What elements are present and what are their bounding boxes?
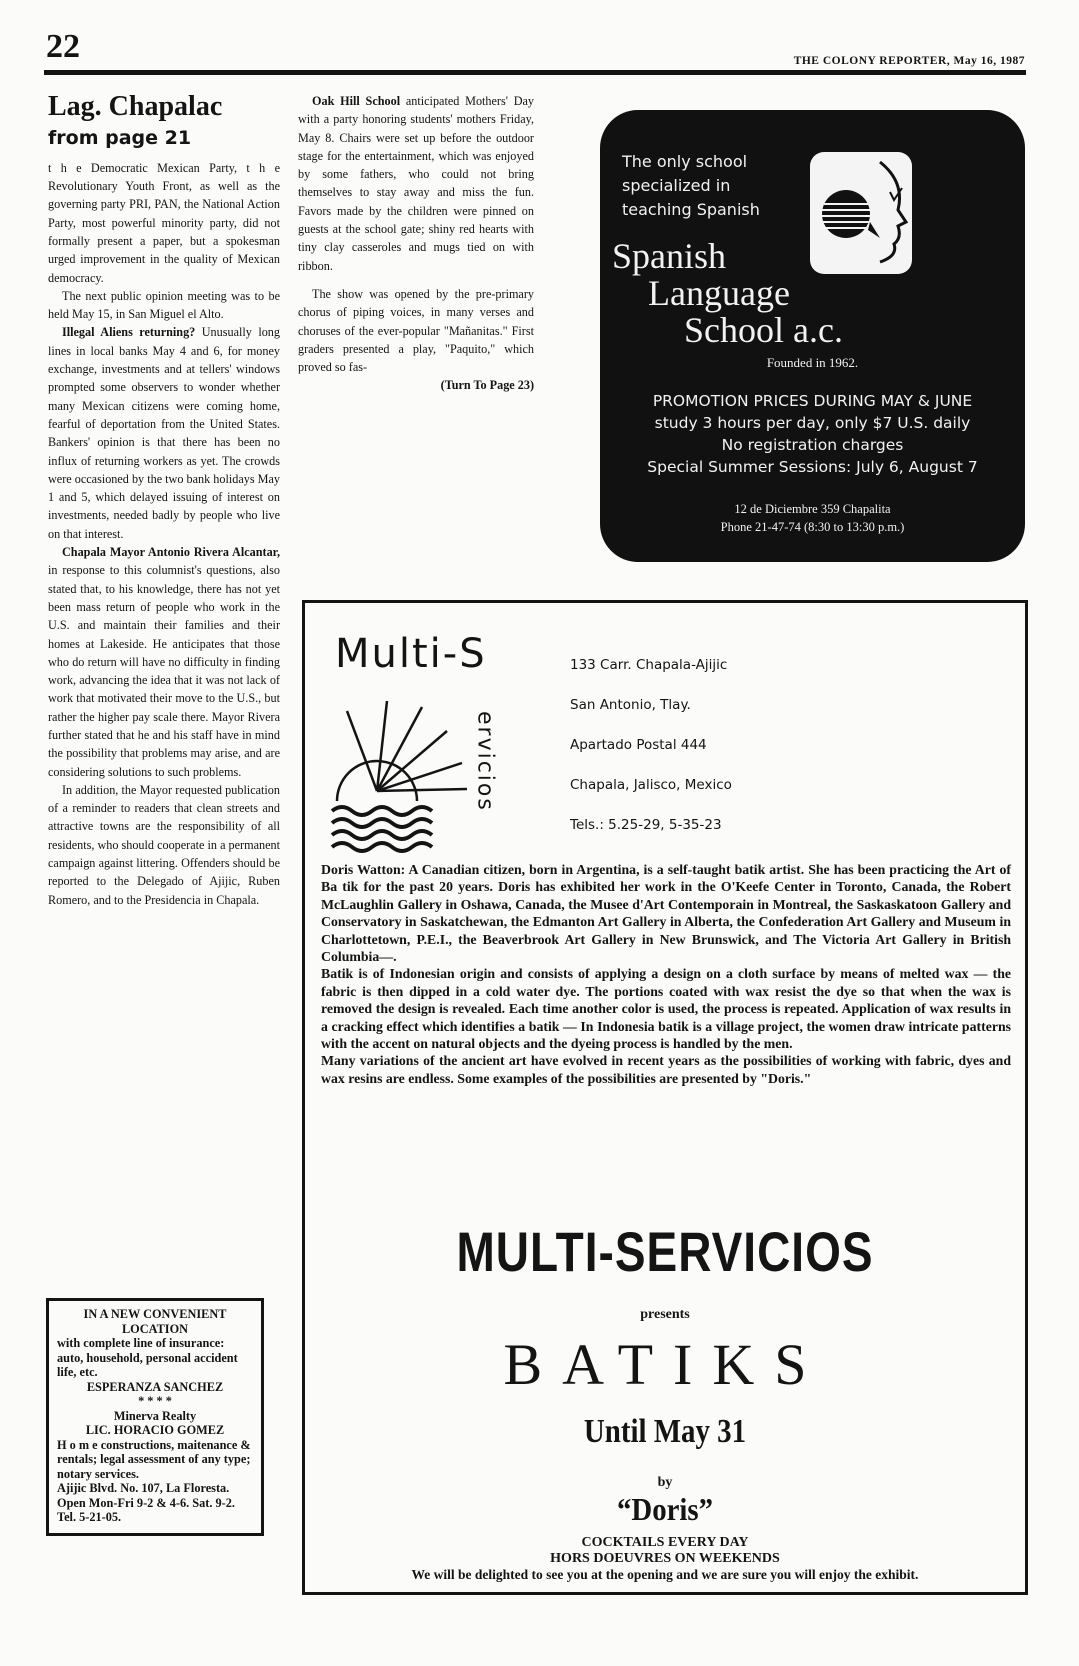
header-rule	[44, 70, 1026, 75]
variations-paragraph: Many variations of the ancient art have evolved in recent years as the possibilities of working with fabric, dyes and wax resins are endless. Some examples of the possibilities are presented by "Doris."	[321, 1053, 1011, 1086]
article-body-2	[298, 92, 534, 395]
ms-batiks: BATIKS	[503, 1332, 827, 1397]
article-subhead: from page 21	[48, 126, 192, 149]
paragraph: In addition, the Mayor requested publication of a reminder to readers that clean streets and attractive towns are the responsibility of all residents, who should cooperate in a permanent campaign against littering. Offenders should be reported to the Delegado of Ajijic, Ruben Romero, and to the Presidencia in Chapala.	[48, 782, 280, 907]
ad-stars: * * * *	[138, 1394, 172, 1408]
paragraph-lead: Chapala Mayor Antonio Rivera Alcantar,	[62, 545, 280, 560]
tagline-line: specialized in	[622, 176, 731, 195]
masthead: THE COLONY REPORTER, May 16, 1987	[793, 55, 1025, 67]
promo-line: No registration charges	[721, 436, 904, 454]
school-name	[612, 238, 843, 349]
ms-presents: presents	[640, 1307, 690, 1322]
closing-line: We will be delighted to see you at the opening and we are sure you will enjoy the exhibit.	[411, 1567, 919, 1582]
sun-rays-icon	[337, 701, 467, 801]
turn-to-page: (Turn To Page 23)	[440, 378, 534, 393]
ad-address: Ajijic Blvd. No. 107, La Floresta. Open Mon-Fri 9-2 & 4-6. Sat. 9-2. Tel. 5-21-05.	[57, 1481, 235, 1524]
batik-paragraph: Batik is of Indonesian origin and consists of applying a design on a cloth surface by means of melted wax — the fabric is then dipped in a cold water dye. The portions coated with wax resist the dye so that when the wax is removed the design is revealed. Each time another color is used, the process is repeated. Application of wax results in a cracking effect which identifies a batik — In Indonesia batik is a village project, the women draw intricate patterns with the accent on natural objects and the dyeing process is handled by the men.	[321, 966, 1011, 1052]
tagline-line: teaching Spanish	[622, 200, 760, 219]
multi-servicios-ad	[302, 600, 1028, 1595]
paragraph	[48, 323, 280, 543]
promo-line: Special Summer Sessions: July 6, August 7	[647, 458, 978, 476]
article-headline: Lag. Chapalac	[48, 91, 223, 122]
ms-footer	[305, 1535, 1025, 1583]
promo-line: PROMOTION PRICES DURING MAY & JUNE	[652, 392, 973, 410]
logo-text: Multi-S	[335, 631, 487, 677]
paragraph-text: anticipated Mothers' Day with a party honoring students' mothers Friday, May 8. Chairs were set up before the outdoor stage for the entertainment, which was enjoyed by some fathers, who could not bring themselves to stay away and miss the fun. Favors made by the children were pinned on guests at the school gate; shiny red hearts with tiny clay casseroles and mugs tied on with ribbon.	[298, 94, 535, 273]
school-tagline	[622, 150, 760, 222]
bio-paragraph: Doris Watton: A Canadian citizen, born in Argentina, is a self-taught batik artist. She has been practicing the Art of Ba tik for the past 20 years. Doris has exhibited her work in the O'Keefe Center in Toronto, Canada, the Robert McLaughlin Gallery in Oshawa, Canada, the Musee d'Art Contemporain in Montreal, the Saskaskatoon Gallery and Conservatory in Saskatchewan, the Edmanton Art Gallery in Alberta, the Confederation Art Gallery and Museum in Charlottetown, P.E.I., the Beaverbrook Art Gallery in New Brunswick, and The Victoria Art Gallery in British Columbia—.	[321, 862, 1011, 965]
insurance-ad	[46, 1298, 264, 1536]
school-street: 12 de Diciembre 359 Chapalita	[734, 502, 891, 516]
paragraph: The next public opinion meeting was to be held May 15, in San Miguel el Alto.	[48, 288, 280, 322]
paragraph-text: in response to this columnist's questions, also stated that, to his knowledge, there has not yet been mass return of people who work in the U.S. and maintain their families and their homes at Lakeside. He anticipates that those who do return will have no difficulty in finding work, advancing the idea that it was not lack of work that motivated their move to the U.S., but rather the higher pay scale there. Mayor Rivera further stated that he and his staff have in mind the possibility that problems may arise, and are considering solutions to such problems.	[48, 563, 280, 779]
school-founded: Founded in 1962.	[766, 355, 859, 370]
ms-address	[570, 645, 732, 845]
school-promo	[600, 390, 1025, 478]
ad-line: with complete line of insurance: auto, household, personal accident life, etc.	[57, 1336, 238, 1379]
multi-servicios-logo	[327, 621, 527, 861]
tagline-line: The only school	[622, 152, 748, 171]
paragraph: t h e Democratic Mexican Party, t h e Revolutionary Youth Front, as well as the governing party PRI, PAN, the National Action Party, most powerful minority party, did not formally present a paper, but a spokesman urged improvement in the quality of Mexican democracy.	[48, 160, 280, 285]
school-name-line: Language	[648, 273, 790, 313]
school-name-line: School a.c.	[684, 310, 843, 350]
address-line: San Antonio, Tlay.	[570, 697, 691, 713]
address-line: Tels.: 5.25-29, 5-35-23	[570, 817, 722, 833]
ms-bio	[321, 861, 1011, 1087]
paragraph: The show was opened by the pre-primary chorus of piping voices, in many verses and choruses of the ever-popular "Mañanitas." First graders presented a play, "Paquito," which proved so fas-	[298, 286, 534, 375]
page-number: 22	[46, 28, 80, 65]
paragraph-text: Unusually long lines in local banks May 4 and 6, for money exchange, investments and at tellers' windows prompted some observers to wonder whether many Mexican citizens were coming home, fearful of deportation from the United States. Bankers' opinion is that there has been no influx of returning workers as yet. The crowds were occasioned by the two bank holidays May 1 and 5, which delayed issuing of interest on investments, needed badly by people who live on that interest.	[48, 325, 280, 541]
hors-line: HORS DOEUVRES ON WEEKENDS	[550, 1551, 780, 1566]
ad-company: Minerva Realty	[113, 1408, 197, 1423]
ms-by: by	[657, 1475, 673, 1490]
ms-artist: “Doris”	[617, 1491, 713, 1527]
ad-services: H o m e constructions, maitenance & rentals; legal assessment of any type; notary services.	[57, 1437, 251, 1481]
cocktails-line: COCKTAILS EVERY DAY	[581, 1535, 749, 1550]
article-body-1	[48, 159, 280, 909]
ms-title: MULTI-SERVICIOS	[456, 1220, 874, 1284]
paragraph-lead: Illegal Aliens returning?	[62, 325, 196, 340]
waves-icon	[332, 807, 432, 851]
ad-agent: ESPERANZA SANCHEZ	[86, 1379, 224, 1394]
ad-manager: LIC. HORACIO GOMEZ	[85, 1423, 225, 1437]
school-address	[600, 500, 1025, 536]
logo-vertical-text: ervicios	[472, 711, 498, 812]
spanish-school-ad	[600, 110, 1025, 562]
school-phone: Phone 21-47-74 (8:30 to 13:30 p.m.)	[720, 520, 905, 534]
promo-line: study 3 hours per day, only $7 U.S. daily	[654, 414, 971, 432]
address-line: 133 Carr. Chapala-Ajijic	[570, 657, 728, 673]
paragraph	[48, 543, 280, 781]
paragraph	[298, 92, 534, 275]
address-line: Apartado Postal 444	[570, 737, 707, 753]
address-line: Chapala, Jalisco, Mexico	[570, 777, 732, 793]
ad-heading: IN A NEW CONVENIENT LOCATION	[83, 1307, 227, 1336]
school-name-line: Spanish	[612, 236, 727, 276]
ms-until: Until May 31	[583, 1413, 747, 1450]
article-column-1	[48, 92, 280, 909]
article-column-2	[298, 92, 534, 395]
paragraph-lead: Oak Hill School	[312, 94, 401, 108]
